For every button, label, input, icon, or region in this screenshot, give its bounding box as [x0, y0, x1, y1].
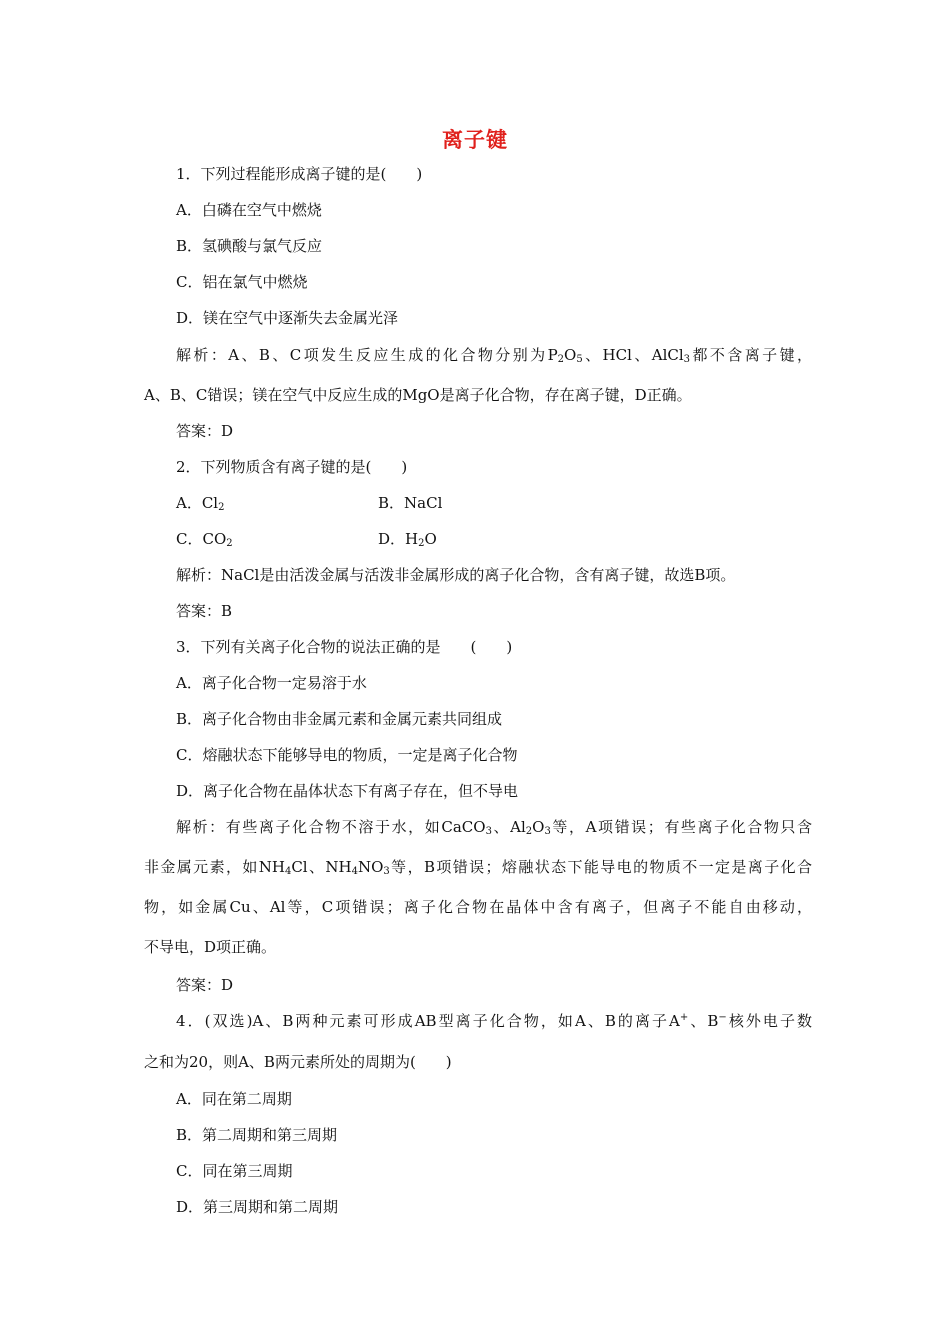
q3-analysis-line1: 解析：有些离子化合物不溶于水，如CaCO$_3$、$Al_2O_3$等，A项错误；有些离子化合物只含: [176, 818, 812, 837]
q2-option-b: B．NaCl: [378, 494, 443, 512]
q4-option-a: A．同在第二周期: [176, 1090, 292, 1108]
q3-answer: 答案：D: [176, 976, 234, 994]
doc-title: 离子键: [442, 127, 508, 152]
q1-option-d: D．镁在空气中逐渐失去金属光泽: [176, 309, 399, 327]
q2-analysis: 解析：NaCl是由活泼金属与活泼非金属形成的离子化合物，含有离子键，故选B项。: [176, 566, 736, 584]
q4-option-c: C．同在第三周期: [176, 1162, 293, 1180]
q3-option-a: A．离子化合物一定易溶于水: [176, 674, 367, 692]
q2-option-a: A．$Cl_2$: [176, 494, 225, 513]
q3-stem: 3．下列有关离子化合物的说法正确的是 ( ): [176, 638, 513, 656]
q3-option-d: D．离子化合物在晶体状态下有离子存在，但不导电: [176, 782, 519, 800]
q1-analysis-line1: 解析：A、B、C项发生反应生成的化合物分别为$P_2O_5$、HCl、AlCl$_3$都不含离子键，: [176, 346, 812, 365]
q1-option-c: C．铝在氯气中燃烧: [176, 273, 308, 291]
q1-analysis-line2: A、B、C错误；镁在空气中反应生成的MgO是离子化合物，存在离子键，D正确。: [144, 386, 692, 404]
q3-analysis-line4: 不导电，D项正确。: [144, 938, 277, 956]
q2-option-c: C．$CO_2$: [176, 530, 233, 549]
q4-option-d: D．第三周期和第二周期: [176, 1198, 339, 1216]
q2-answer: 答案：B: [176, 602, 233, 620]
q1-answer: 答案：D: [176, 422, 234, 440]
q4-stem-line2: 之和为20，则A、B两元素所处的周期为( ): [144, 1053, 452, 1071]
q1-option-b: B．氢碘酸与氯气反应: [176, 237, 323, 255]
q3-option-c: C．熔融状态下能够导电的物质，一定是离子化合物: [176, 746, 518, 764]
q3-option-b: B．离子化合物由非金属元素和金属元素共同组成: [176, 710, 503, 728]
q3-analysis-line2: 非金属元素，如$NH_4Cl$、$NH_4NO_3$等，B项错误；熔融状态下能导电的物质不一定是离子化合: [144, 858, 812, 877]
q2-stem: 2．下列物质含有离子键的是( ): [176, 458, 408, 476]
q4-option-b: B．第二周期和第三周期: [176, 1126, 338, 1144]
q4-stem-line1: 4．(双选)A、B两种元素可形成AB型离子化合物，如A、B的离子A+、B−核外电子数: [176, 1012, 812, 1030]
q1-stem: 1．下列过程能形成离子键的是( ): [176, 165, 423, 183]
q2-option-d: D．$H_2O$: [378, 530, 437, 549]
q1-option-a: A．白磷在空气中燃烧: [176, 201, 322, 219]
q3-analysis-line3: 物，如金属Cu、Al等，C项错误；离子化合物在晶体中含有离子，但离子不能自由移动，: [144, 898, 812, 916]
